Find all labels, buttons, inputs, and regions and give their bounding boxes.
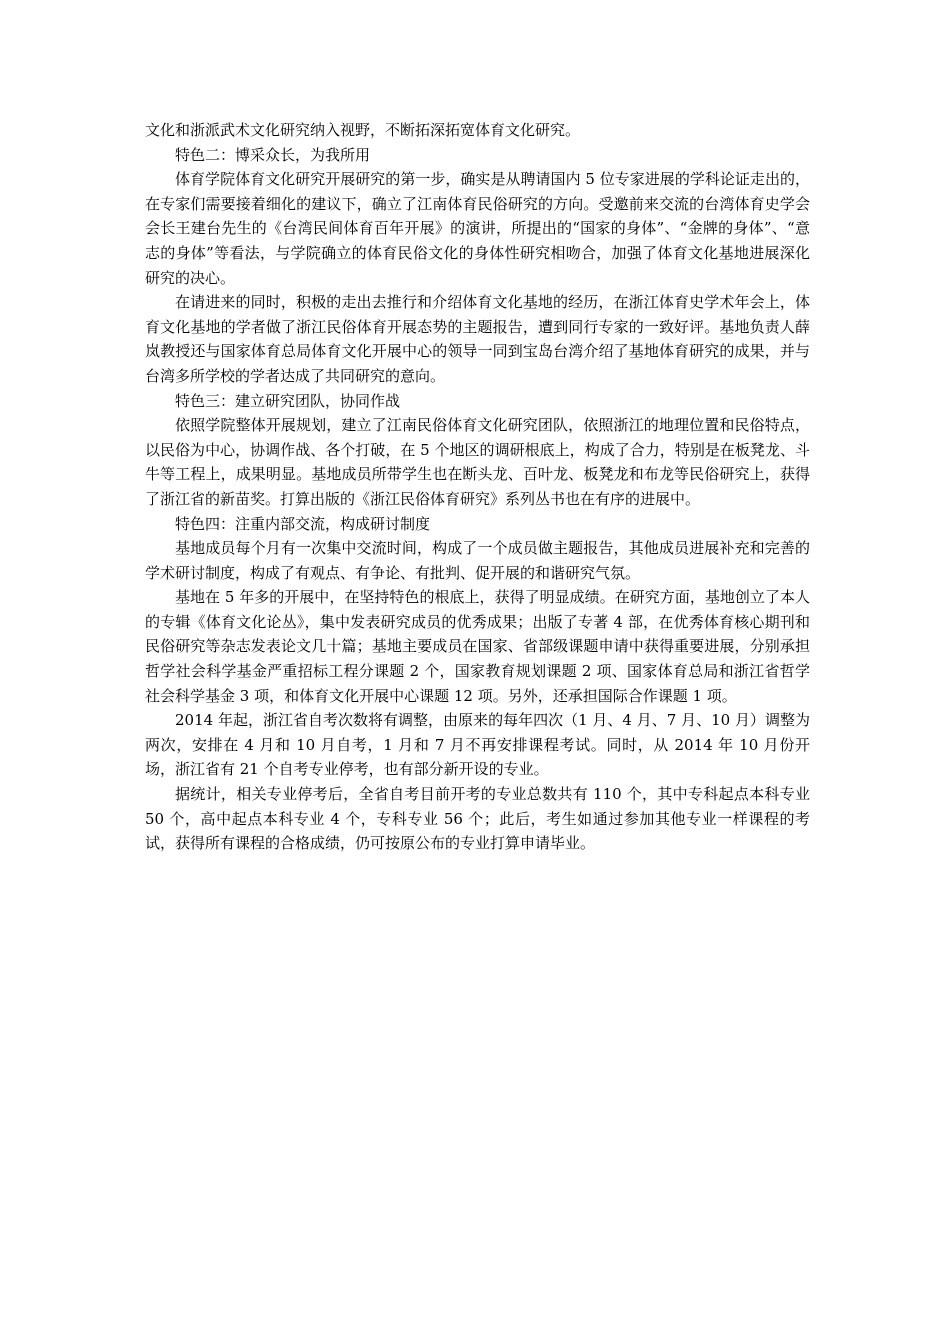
document-body [145,118,810,856]
paragraph-1: 文化和浙派武术文化研究纳入视野，不断拓深拓宽体育文化研究。 [145,121,581,139]
paragraph-4: 在请进来的同时，积极的走出去推行和介绍体育文化基地的经历，在浙江体育史学术年会上，体育文化基地的学者做了浙江民俗体育开展态势的主题报告，遭到同行专家的一致好评。基地负责人薛岚教授还与国家体育总局体育文化开展中心的领导一同到宝岛台湾介绍了基地体育研究的成果，并与台湾多所学校的学者达成了共同研究的意向。 [145,293,810,385]
paragraph-10: 2014 年起，浙江省自考次数将有调整，由原来的每年四次（1 月、4 月、7 月、10 月）调整为两次，安排在 4 月和 10 月自考，1 月和 7 月不再安排课程考试。同时，从 2014 年 10 月份开场，浙江省有 21 个自考专业停考，也有部分新开设的专业。 [145,711,810,779]
section-heading-feature-4: 特色四：注重内部交流，构成研讨制度 [175,514,431,533]
paragraph-11: 据统计，相关专业停考后，全省自考目前开考的专业总数共有 110 个，其中专科起点本科专业 50 个，高中起点本科专业 4 个，专科专业 56 个；此后，考生如通过参加其他专业一样课程的考试，获得所有课程的合格成绩，仍可按原公布的专业打算申请毕业。 [145,785,810,853]
section-heading-feature-2: 特色二：博采众长，为我所用 [175,145,371,164]
paragraph-8: 基地成员每个月有一次集中交流时间，构成了一个成员做主题报告，其他成员进展补充和完善的学术研讨制度，构成了有观点、有争论、有批判、促开展的和谐研究气氛。 [145,539,810,582]
paragraph-3: 体育学院体育文化研究开展研究的第一步，确实是从聘请国内 5 位专家进展的学科论证走出的，在专家们需要接着细化的建议下，确立了江南体育民俗研究的方向。受邀前来交流的台湾体育史学会会长王建台先生的《台湾民间体育百年开展》的演讲，所提出的“国家的身体”、“金牌的身体”、“意志的身体”等看法，与学院确立的体育民俗文化的身体性研究相吻合，加强了体育文化基地进展深化研究的决心。 [145,170,810,287]
paragraph-9: 基地在 5 年多的开展中，在坚持特色的根底上，获得了明显成绩。在研究方面，基地创立了本人的专辑《体育文化论丛》，集中发表研究成员的优秀成果；出版了专著 4 部，在优秀体育核心期刊和民俗研究等杂志发表论文几十篇；基地主要成员在国家、省部级课题申请中获得重要进展，分别承担哲学社会科学基金严重招标工程分课题 2 个，国家教育规划课题 2 项、国家体育总局和浙江省哲学社会科学基金 3 项，和体育文化开展中心课题 12 项。另外，还承担国际合作课题 1 项。 [145,588,810,705]
section-heading-feature-3: 特色三：建立研究团队，协同作战 [175,391,401,410]
paragraph-6: 依照学院整体开展规划，建立了江南民俗体育文化研究团队，依照浙江的地理位置和民俗特点，以民俗为中心，协调作战、各个打破，在 5 个地区的调研根底上，构成了合力，特别是在板凳龙、斗牛等工程上，成果明显。基地成员所带学生也在断头龙、百叶龙、板凳龙和布龙等民俗研究上，获得了浙江省的新苗奖。打算出版的《浙江民俗体育研究》系列丛书也在有序的进展中。 [145,416,810,508]
